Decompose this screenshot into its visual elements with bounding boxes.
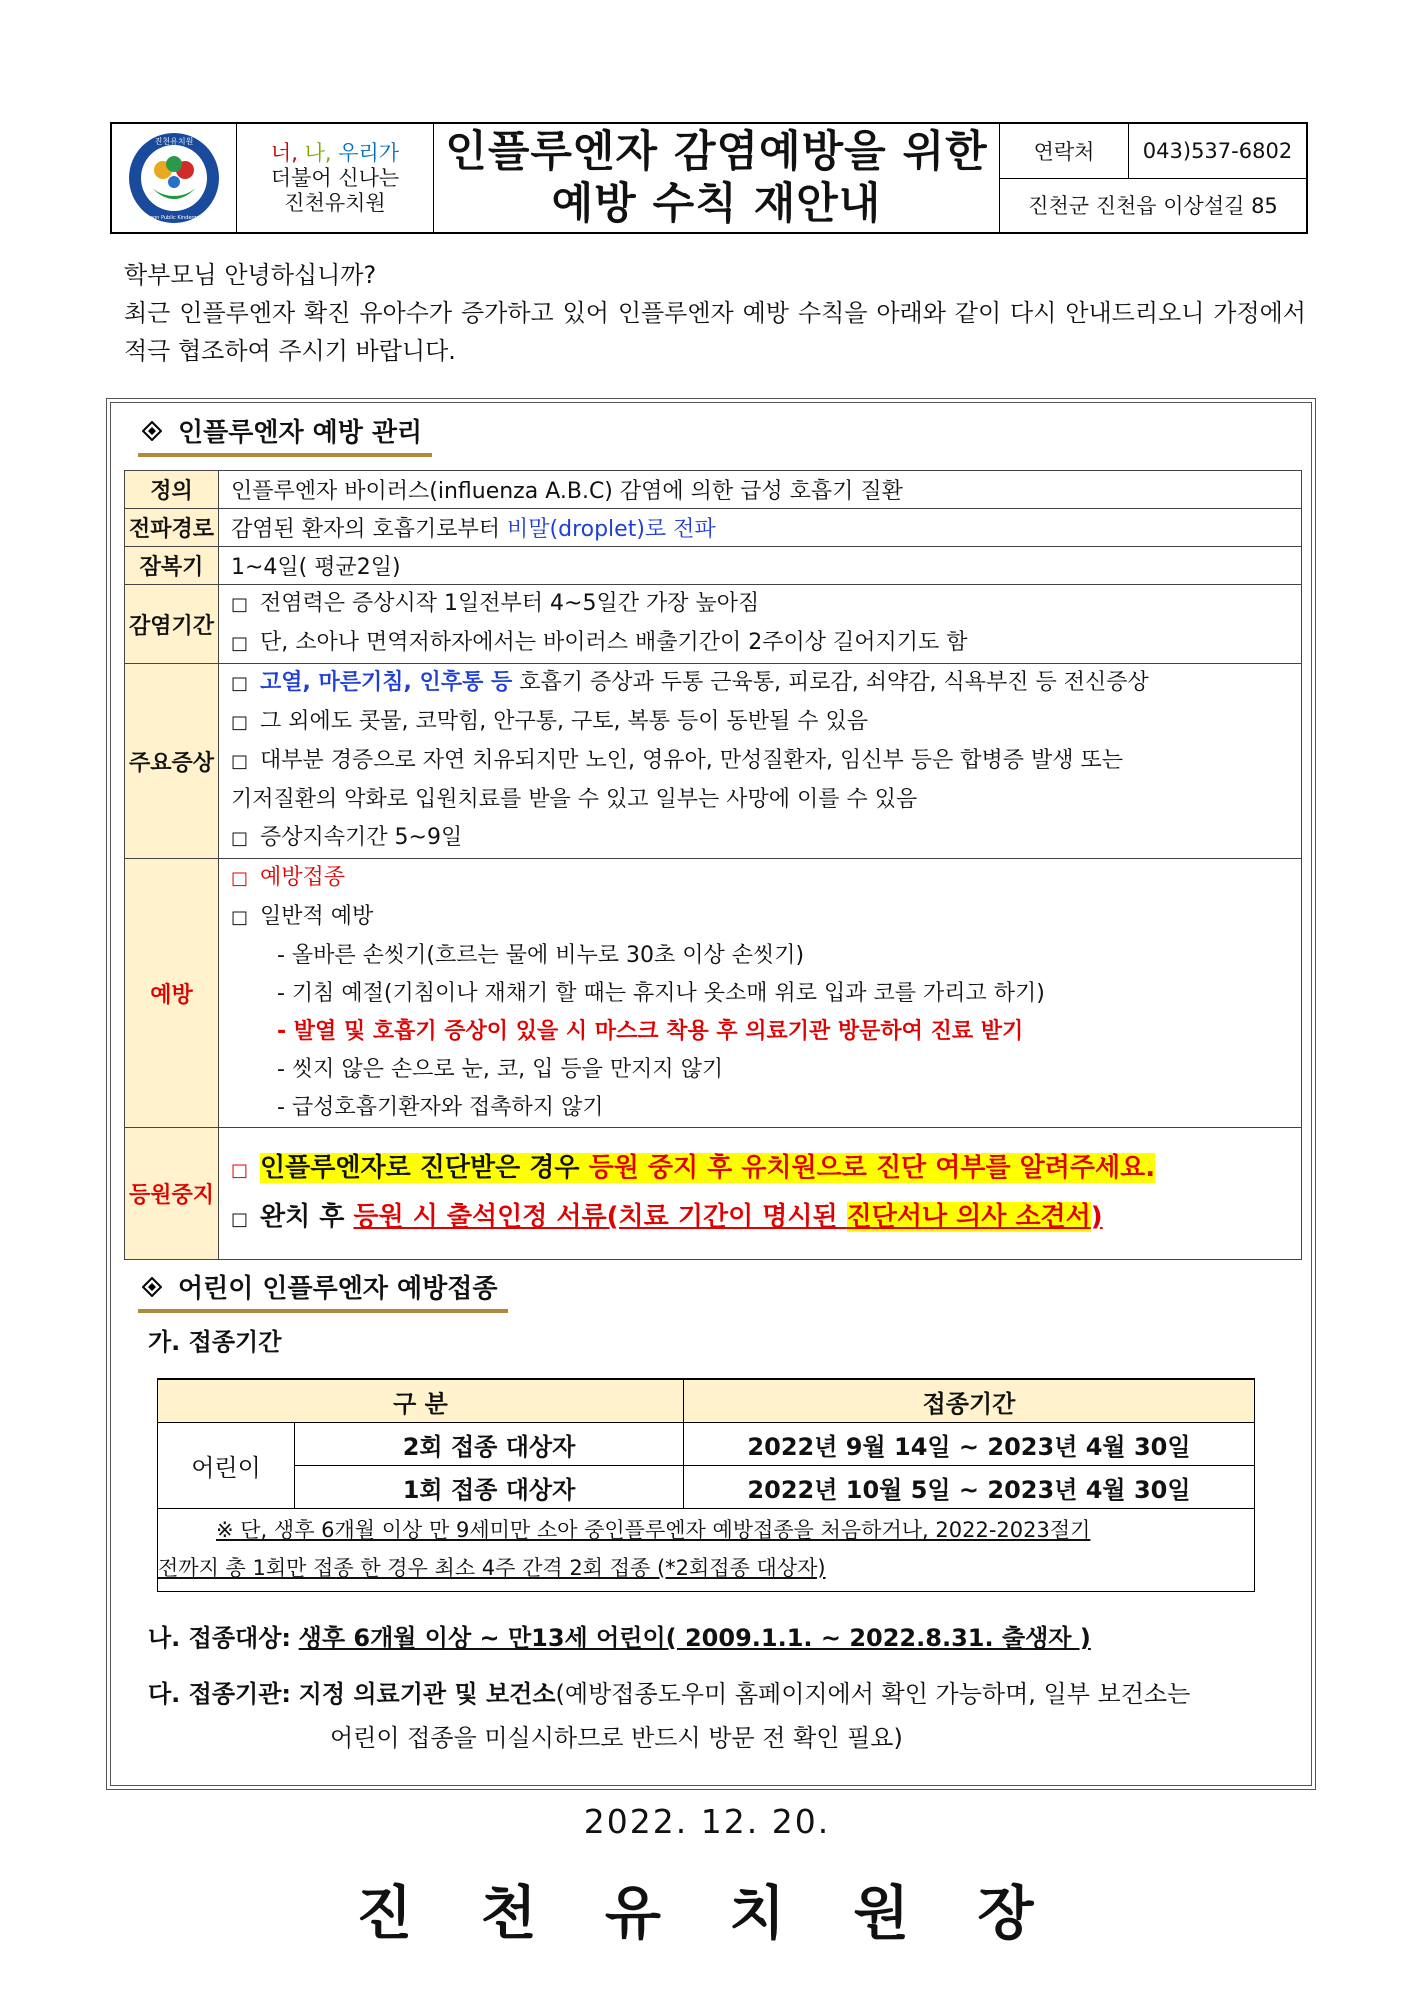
vaccination-period-heading: 가. 접종기간	[148, 1328, 282, 1356]
table-row	[125, 859, 1302, 1128]
vaccination-institution-note: 어린이 접종을 미실시하므로 반드시 방문 전 확인 필요)	[330, 1724, 903, 1752]
table-row	[158, 1466, 1255, 1509]
title-line-2: 예방 수칙 재안내	[551, 179, 882, 229]
column-header: 접종기간	[684, 1379, 1255, 1423]
slogan-line-1	[271, 141, 399, 166]
table-note: ※ 단, 생후 6개월 이상 만 9세미만 소아 중인플루엔자 예방접종을 처음하거나, 2022-2023절기 전까지 총 1회만 접종 한 경우 최소 4주 간격 2회 접종 (*2회접종 대상자)	[158, 1509, 1255, 1592]
row-label: 잠복기	[125, 547, 219, 585]
diamond-icon	[142, 1277, 162, 1297]
bullet-icon: □	[231, 633, 249, 654]
section-heading-vaccination	[138, 1268, 508, 1313]
contact-phone: 043)537-6802	[1142, 138, 1293, 163]
bullet-icon: □	[231, 907, 249, 928]
row-value: 감염된 환자의 호흡기로부터 비말(droplet)로 전파	[219, 509, 1302, 547]
bullet-icon: □	[231, 673, 249, 694]
row-label: 등원중지	[125, 1128, 219, 1260]
bullet-icon: □	[231, 712, 249, 733]
transmission-highlight: 비말(droplet)로 전파	[507, 517, 716, 542]
address-row	[1000, 178, 1306, 233]
table-header-row	[158, 1379, 1255, 1423]
row-label: 주요증상	[125, 664, 219, 859]
bullet-icon: □	[231, 1159, 249, 1181]
intro-body: 최근 인플루엔자 확진 유아수가 증가하고 있어 인플루엔자 예방 수칙을 아래와 같이 다시 안내드리오니 가정에서 적극 협조하여 주시기 바랍니다.	[124, 299, 1306, 365]
vaccination-target: 나. 접종대상: 생후 6개월 이상 ~ 만13세 어린이( 2009.1.1. ~ 2022.8.31. 출생자 )	[148, 1624, 1091, 1652]
vaccination-table	[157, 1378, 1255, 1592]
intro	[106, 256, 1306, 370]
table-row	[125, 664, 1302, 859]
row-value: □ 인플루엔자로 진단받은 경우 등원 중지 후 유치원으로 진단 여부를 알려주세요. □ 완치 후 등원 시 출석인정 서류(치료 기간이 명시된 진단서나 의사 소견서)	[219, 1128, 1302, 1260]
kindergarten-logo	[126, 130, 222, 226]
row-label: 정의	[125, 471, 219, 509]
row-value: □ 고열, 마른기침, 인후통 등 호흡기 증상과 두통 근육통, 피로감, 쇠약감, 식욕부진 등 전신증상 □ 그 외에도 콧물, 코막힘, 안구통, 구토, 복통 등이 동반될 수 있음 □ 대부분 경증으로 자연 치유되지만 노인, 영유아, 만성질환자, 임신부 등은 합병증 발생 또는 기저질환의 악화로 입원치료를 받을 수 있고 일부는 사망에 이를 수 있음 □ 증상지속기간 5~9일	[219, 664, 1302, 859]
contact-label: 연락처	[1000, 124, 1129, 178]
diamond-icon	[142, 421, 162, 441]
target-cell: 2회 접종 대상자	[295, 1423, 684, 1466]
slogan-word-3: 우리가	[338, 140, 400, 165]
bullet-icon: □	[231, 751, 249, 772]
row-value: 1~4일( 평균2일)	[219, 547, 1302, 585]
slogan-word-1: 너,	[270, 140, 298, 165]
group-cell: 어린이	[158, 1423, 295, 1509]
contact-row	[1000, 124, 1306, 178]
section-heading-prevention	[138, 412, 432, 457]
slogan	[237, 124, 434, 232]
section-title: 어린이 인플루엔자 예방접종	[178, 1274, 498, 1304]
intro-greeting: 학부모님 안녕하십니까?	[124, 261, 377, 289]
column-header: 구 분	[158, 1379, 684, 1423]
row-value: 인플루엔자 바이러스(influenza A.B.C) 감염에 의한 급성 호흡기 질환	[219, 471, 1302, 509]
table-row	[125, 585, 1302, 664]
page-title	[434, 124, 1000, 232]
table-row	[125, 509, 1302, 547]
table-note-row	[158, 1509, 1255, 1592]
logo-cell	[112, 124, 237, 232]
table-row	[125, 547, 1302, 585]
row-label: 전파경로	[125, 509, 219, 547]
signature: 진 천 유 치 원 장	[356, 1879, 1058, 1947]
address: 진천군 진천읍 이상설길 85	[1028, 194, 1278, 219]
section-title: 인플루엔자 예방 관리	[178, 418, 423, 448]
prevention-table	[124, 470, 1302, 1260]
logo-ring-text: 진천유치원	[154, 137, 194, 146]
slogan-line-2: 더불어 신나는	[270, 165, 400, 190]
header-box	[110, 122, 1308, 234]
period-cell: 2022년 9월 14일 ~ 2023년 4월 30일	[684, 1423, 1255, 1466]
title-line-1: 인플루엔자 감염예방을 위한	[445, 127, 988, 177]
row-value: □ 예방접종 □ 일반적 예방 - 올바른 손씻기(흐르는 물에 비누로 30초 이상 손씻기) - 기침 예절(기침이나 재채기 할 때는 휴지나 옷소매 위로 입과 코를 가리고 하기) - 발열 및 호흡기 증상이 있을 시 마스크 착용 후 의료기관 방문하여 진료 받기 - 씻지 않은 손으로 눈, 코, 입 등을 만지지 않기 - 급성호흡기환자와 접촉하지 않기	[219, 859, 1302, 1128]
table-row	[125, 471, 1302, 509]
logo-sub-text: Jincheon Public Kindergarten	[138, 215, 210, 221]
table-row	[158, 1423, 1255, 1466]
row-value: □ 전염력은 증상시작 1일전부터 4~5일간 가장 높아짐 □ 단, 소아나 면역저하자에서는 바이러스 배출기간이 2주이상 길어지기도 함	[219, 585, 1302, 664]
table-row	[125, 1128, 1302, 1260]
bullet-icon: □	[231, 1208, 249, 1230]
contact-box	[1000, 124, 1306, 232]
row-label: 예방	[125, 859, 219, 1128]
slogan-line-3: 진천유치원	[284, 190, 386, 215]
row-label: 감염기간	[125, 585, 219, 664]
vaccination-institution: 다. 접종기관: 지정 의료기관 및 보건소(예방접종도우미 홈페이지에서 확인 가능하며, 일부 보건소는	[148, 1680, 1191, 1708]
period-cell: 2022년 10월 5일 ~ 2023년 4월 30일	[684, 1466, 1255, 1509]
bullet-icon: □	[231, 828, 249, 849]
bullet-icon: □	[231, 594, 249, 615]
slogan-word-2: 나,	[304, 140, 332, 165]
document-date: 2022. 12. 20.	[583, 1802, 831, 1841]
bullet-icon: □	[231, 868, 249, 889]
target-cell: 1회 접종 대상자	[295, 1466, 684, 1509]
